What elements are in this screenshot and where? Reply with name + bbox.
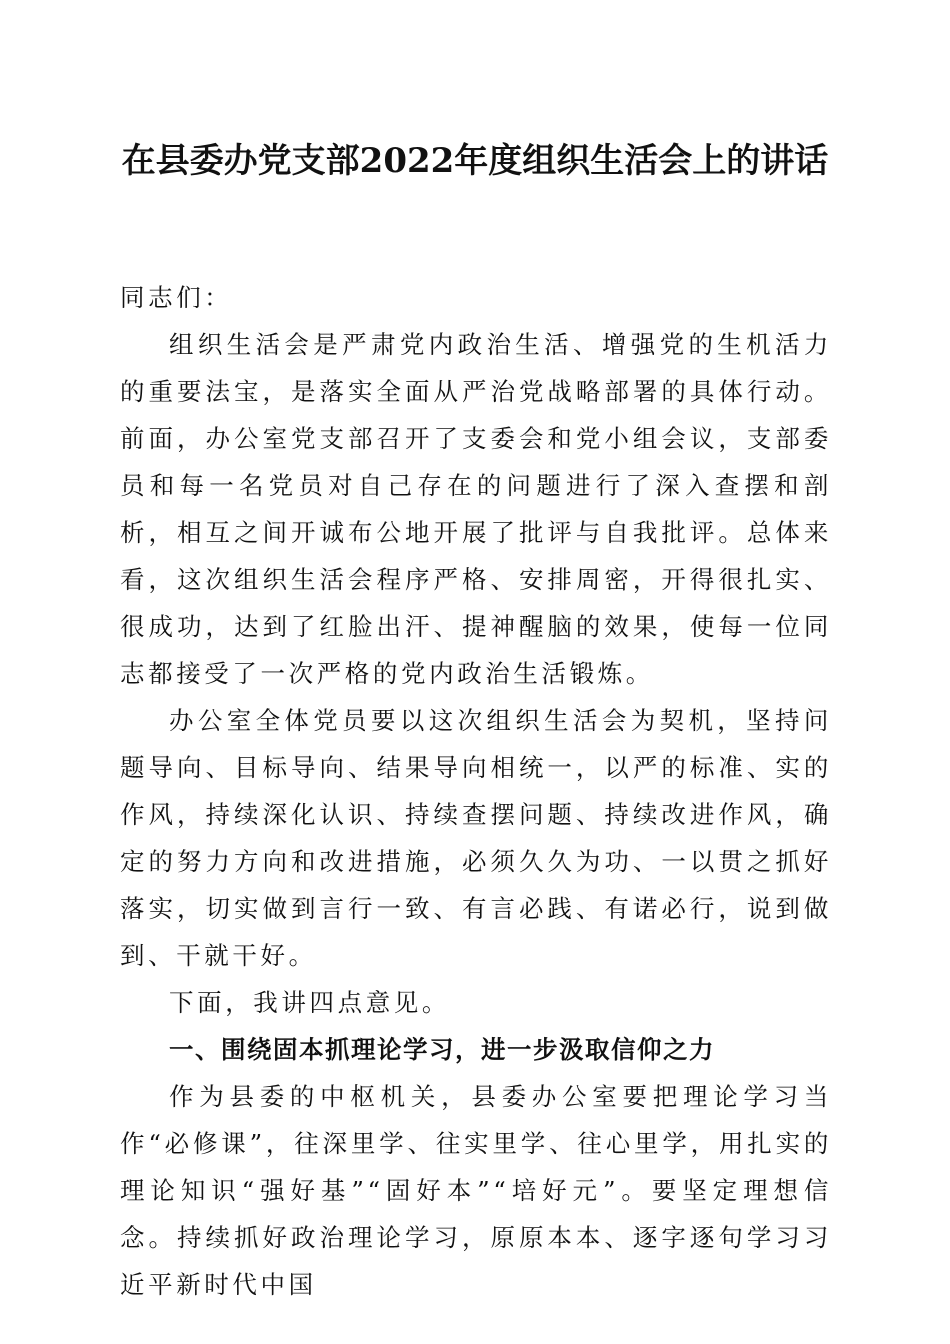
salutation: 同志们： [120, 283, 233, 312]
document-body [120, 274, 832, 1308]
document-title: 在县委办党支部2022年度组织生活会上的讲话 [121, 141, 829, 181]
paragraph-2: 办公室全体党员要以这次组织生活会为契机，坚持问题导向、目标导向、结果导向相统一，以严的标准、实的作风，持续深化认识、持续查摆问题、持续改进作风，确定的努力方向和改进措施，必须久久为功、一以贯之抓好落实，切实做到言行一致、有言必践、有诺必行，说到做到、干就干好。 [120, 706, 832, 970]
paragraph-1: 组织生活会是严肃党内政治生活、增强党的生机活力的重要法宝，是落实全面从严治党战略部署的具体行动。前面，办公室党支部召开了支委会和党小组会议，支部委员和每一名党员对自己存在的问题进行了深入查摆和剖析，相互之间开诚布公地开展了批评与自我批评。总体来看，这次组织生活会程序严格、安排周密，开得很扎实、很成功，达到了红脸出汗、提神醒脑的效果，使每一位同志都接受了一次严格的党内政治生活锻炼。 [120, 330, 832, 688]
paragraph-4: 作为县委的中枢机关，县委办公室要把理论学习当作“必修课”，往深里学、往实里学、往心里学，用扎实的理论知识“强好基”“固好本”“培好元”。要坚定理想信念。持续抓好政治理论学习，原原本本、逐字逐句学习习近平新时代中国 [120, 1082, 832, 1299]
paragraph-3: 下面，我讲四点意见。 [169, 988, 450, 1017]
section-heading-1: 一、围绕固本抓理论学习，进一步汲取信仰之力 [169, 1035, 715, 1064]
